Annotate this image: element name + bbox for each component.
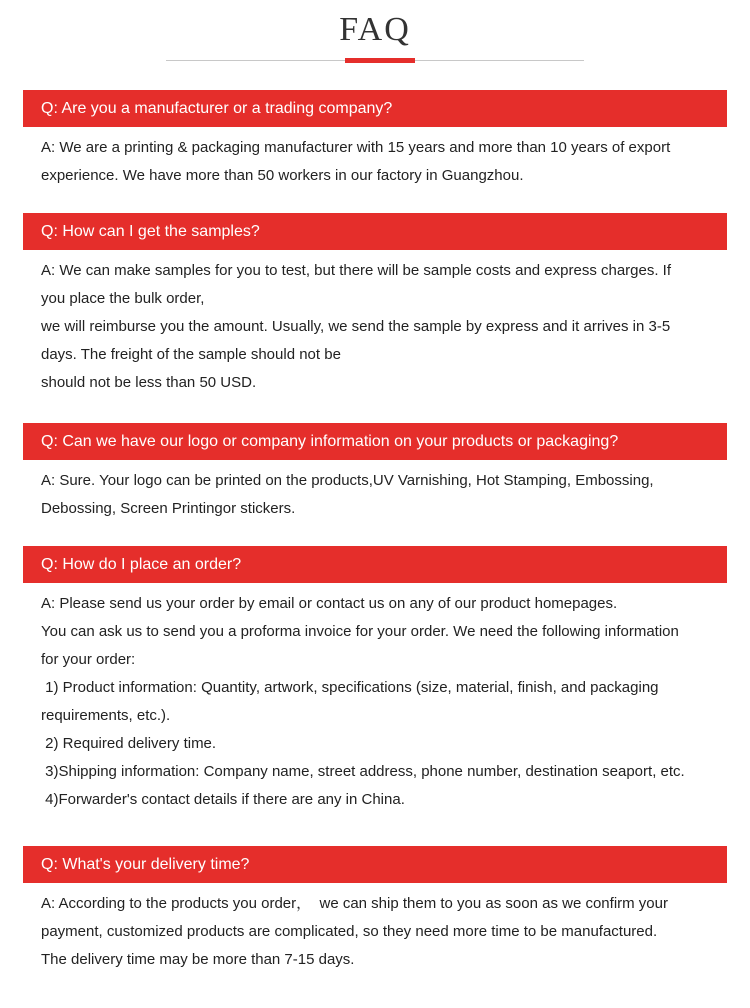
answer-line: A: We are a printing & packaging manufacturer with 15 years and more than 10 years of export bbox=[41, 139, 671, 156]
answer-line: 2) Required delivery time. bbox=[41, 735, 217, 752]
answer-line: for your order: bbox=[41, 651, 136, 668]
faq-answer-4 bbox=[41, 590, 741, 814]
answer-line: Debossing, Screen Printingor stickers. bbox=[41, 500, 296, 517]
answer-line: You can ask us to send you a proforma invoice for your order. We need the following information bbox=[41, 623, 679, 640]
answer-line: days. The freight of the sample should not be bbox=[41, 346, 341, 363]
faq-answer-2 bbox=[41, 257, 741, 397]
answer-line: A: We can make samples for you to test, but there will be sample costs and express charges. If bbox=[41, 262, 672, 279]
faq-answer-3 bbox=[41, 467, 741, 523]
answer-line: The delivery time may be more than 7-15 days. bbox=[41, 951, 355, 968]
faq-question-4: Q: How do I place an order? bbox=[23, 546, 727, 583]
answer-line: experience. We have more than 50 workers in our factory in Guangzhou. bbox=[41, 167, 524, 184]
answer-line: payment, customized products are complicated, so they need more time to be manufactured. bbox=[41, 923, 658, 940]
answer-line: we will reimburse you the amount. Usually, we send the sample by express and it arrives in 3-5 bbox=[41, 318, 671, 335]
answer-line: A: Sure. Your logo can be printed on the products,UV Varnishing, Hot Stamping, Embossing, bbox=[41, 472, 654, 489]
faq-question-5: Q: What's your delivery time? bbox=[23, 846, 727, 883]
answer-line: you place the bulk order, bbox=[41, 290, 205, 307]
faq-question-2: Q: How can I get the samples? bbox=[23, 213, 727, 250]
faq-title: FAQ bbox=[339, 11, 411, 48]
faq-answer-5 bbox=[41, 890, 741, 974]
faq-question-1: Q: Are you a manufacturer or a trading company? bbox=[23, 90, 727, 127]
faq-answer-1 bbox=[41, 134, 741, 190]
answer-line: 4)Forwarder's contact details if there are any in China. bbox=[41, 791, 405, 808]
answer-line: A: According to the products you order， we can ship them to you as soon as we confirm your bbox=[41, 895, 668, 912]
title-accent-bar bbox=[345, 58, 415, 63]
faq-question-3: Q: Can we have our logo or company information on your products or packaging? bbox=[23, 423, 727, 460]
answer-line: should not be less than 50 USD. bbox=[41, 374, 257, 391]
answer-line: requirements, etc.). bbox=[41, 707, 171, 724]
answer-line: A: Please send us your order by email or contact us on any of our product homepages. bbox=[41, 595, 618, 612]
answer-line: 1) Product information: Quantity, artwork, specifications (size, material, finish, and packaging bbox=[41, 679, 659, 696]
answer-line: 3)Shipping information: Company name, street address, phone number, destination seaport, etc. bbox=[41, 763, 685, 780]
